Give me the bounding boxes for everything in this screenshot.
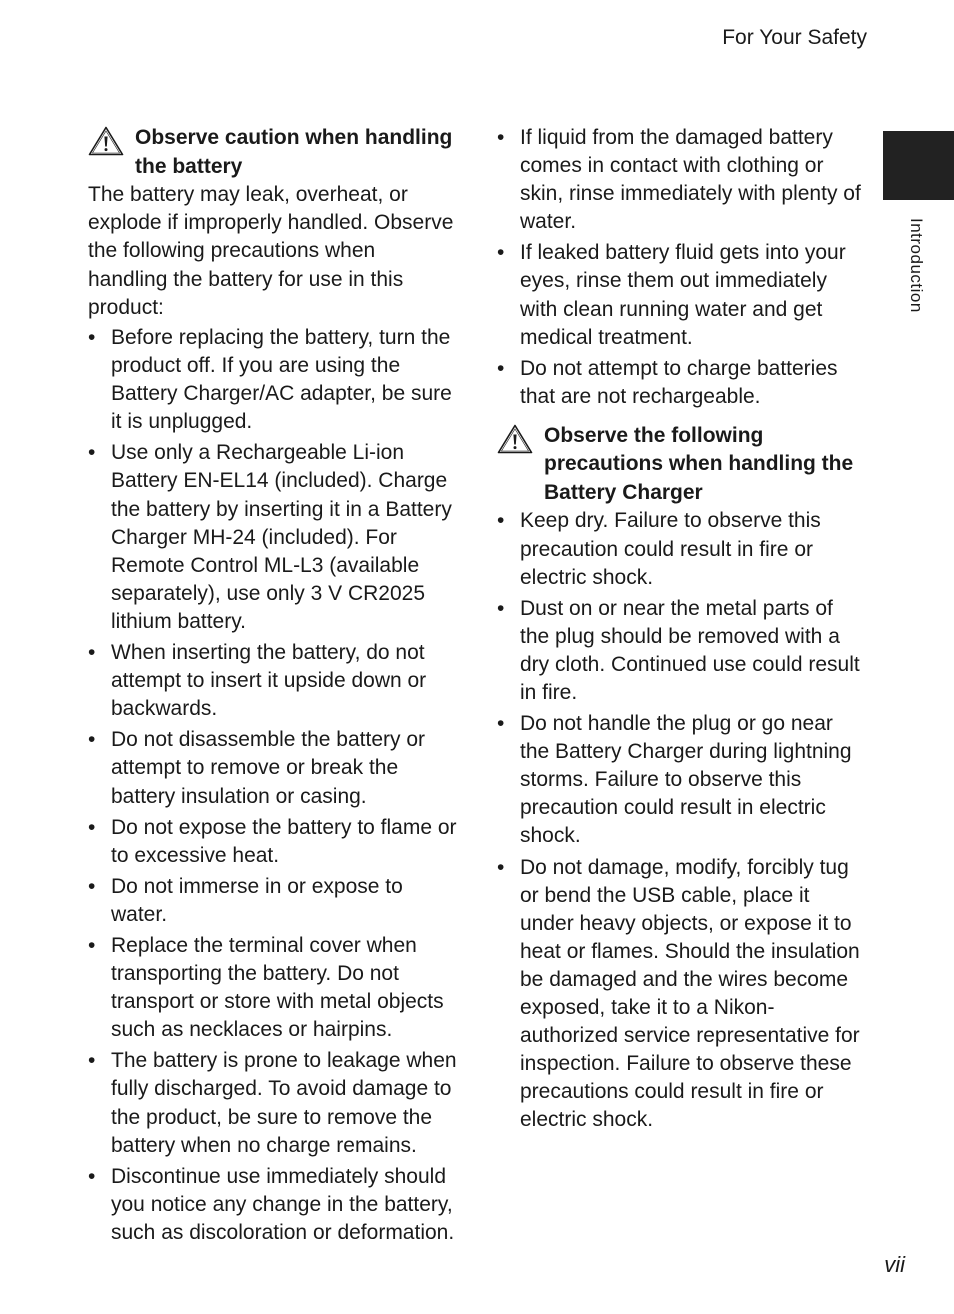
list-item: • Do not disassemble the battery or attempt to remove or break the battery insulation or casing. (88, 726, 460, 810)
chapter-side-label: Introduction (907, 218, 926, 313)
page-number: vii (884, 1252, 905, 1277)
charger-caution-heading-text: Observe the following precautions when handling the Battery Charger (544, 423, 854, 504)
list-item: • Replace the terminal cover when transporting the battery. Do not transport or store with metal objects such as necklaces or hairpins. (88, 932, 460, 1044)
charger-precautions-list (497, 507, 867, 1134)
battery-caution-heading-text: Observe caution when handling the battery (135, 126, 453, 178)
list-item: • Discontinue use immediately should you notice any change in the battery, such as discoloration or deformation. (88, 1163, 460, 1247)
chapter-thumb-tab (883, 131, 954, 200)
page-header-title: For Your Safety (722, 26, 867, 49)
left-column (88, 124, 460, 1250)
list-item: • The battery is prone to leakage when fully discharged. To avoid damage to the product, be sure to remove the battery when no charge remains. (88, 1047, 460, 1159)
list-item: • Use only a Rechargeable Li-ion Battery EN-EL14 (included). Charge the battery by inserting it in a Battery Charger MH-24 (included). For Remote Control ML-L3 (available separately), use only 3 V CR2025 lithium battery. (88, 439, 460, 636)
list-item: • Do not handle the plug or go near the Battery Charger during lightning storms. Failure to observe this precaution could result in electric shock. (497, 710, 867, 850)
charger-caution-heading (497, 422, 867, 508)
list-item: • Do not immerse in or expose to water. (88, 873, 460, 929)
list-item: • Before replacing the battery, turn the product off. If you are using the Battery Charger/AC adapter, be sure it is unplugged. (88, 324, 460, 436)
battery-precautions-list (88, 324, 460, 1247)
battery-caution-intro: The battery may leak, overheat, or explode if improperly handled. Observe the following precautions when handling the battery for use in this product: (88, 183, 454, 319)
warning-triangle-icon (497, 424, 533, 454)
battery-caution-heading (88, 124, 460, 181)
list-item: • Do not damage, modify, forcibly tug or bend the USB cable, place it under heavy objects, or expose it to heat or flames. Should the insulation be damaged and the wires become exposed, take it to a Nikon-authorized service representative for inspection. Failure to observe these precautions could result in fire or electric shock. (497, 854, 867, 1135)
right-column (497, 124, 867, 1138)
warning-triangle-icon (88, 126, 124, 156)
battery-fluid-precautions-list (497, 124, 867, 411)
list-item: • Do not expose the battery to flame or to excessive heat. (88, 814, 460, 870)
list-item: • When inserting the battery, do not attempt to insert it upside down or backwards. (88, 639, 460, 723)
list-item: • Do not attempt to charge batteries that are not rechargeable. (497, 355, 867, 411)
list-item: • Keep dry. Failure to observe this precaution could result in fire or electric shock. (497, 507, 867, 591)
list-item: • If liquid from the damaged battery comes in contact with clothing or skin, rinse immediately with plenty of water. (497, 124, 867, 236)
list-item: • Dust on or near the metal parts of the plug should be removed with a dry cloth. Continued use could result in fire. (497, 595, 867, 707)
list-item: • If leaked battery fluid gets into your eyes, rinse them out immediately with clean running water and get medical treatment. (497, 239, 867, 351)
